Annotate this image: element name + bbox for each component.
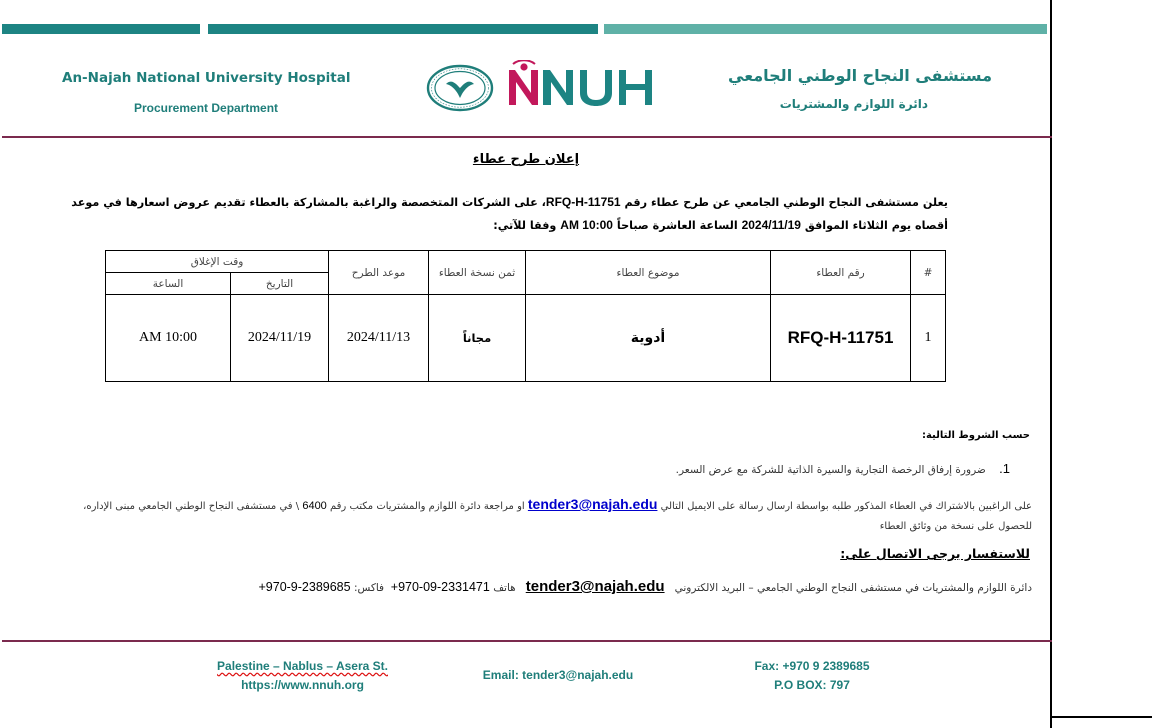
conditions-heading: حسب الشروط التالية: <box>921 430 1030 441</box>
office-number: 6400 <box>302 500 327 512</box>
header-bar-middle <box>208 24 598 34</box>
phone-label: هاتف <box>493 582 516 594</box>
condition-item <box>676 461 1010 476</box>
cell-subject: أدوية <box>526 295 771 382</box>
col-header-tender-no: رقم العطاء <box>771 251 911 295</box>
col-header-index: # <box>911 251 946 295</box>
participation-text-3: \ في مستشفى النجاح الوطني الجامعي مبنى الإداره، للحصول على نسخة من وثائق العطاء <box>83 501 1032 532</box>
footer-address: Palestine – Nablus – Asera St. <box>217 659 388 673</box>
header-divider <box>2 136 1052 138</box>
fax-label: فاكس: <box>353 582 385 594</box>
footer-address-block <box>190 657 415 695</box>
header-bar-right <box>604 24 1047 34</box>
contact-email-link[interactable]: tender3@najah.edu <box>525 578 665 595</box>
intro-text-2: ، على الشركات المتخصصة والراغبة بالمشاركة بالعطاء تقديم عروض اسعارها في موعد أقصاه يوم الثلاثاء الموافق <box>71 196 948 232</box>
footer-email[interactable]: Email: tender3@najah.edu <box>482 668 634 682</box>
nnuh-logo-icon <box>505 60 660 110</box>
page-frame-right <box>1050 0 1052 728</box>
col-header-offer-date: موعد الطرح <box>329 251 429 295</box>
footer-pobox: P.O BOX: 797 <box>774 678 850 692</box>
footer-fax: Fax: +970 9 2389685 <box>754 659 870 673</box>
page-frame-bottom <box>1052 716 1152 718</box>
fax-number: +970-9-2389685 <box>258 580 351 594</box>
hospital-name-ar: مستشفى النجاح الوطني الجامعي <box>728 66 992 85</box>
cell-index: 1 <box>911 295 946 382</box>
intro-deadline-time: AM 10:00 <box>560 218 613 232</box>
cell-closing-date: 2024/11/19 <box>231 295 329 382</box>
phone-number: +970-09-2331471 <box>390 580 490 594</box>
intro-deadline-date: 2024/11/19 <box>741 218 801 232</box>
cell-closing-time: AM 10:00 <box>106 295 231 382</box>
cell-offer-date: 2024/11/13 <box>329 295 429 382</box>
department-name-en: Procurement Department <box>134 101 279 115</box>
participation-paragraph <box>56 494 1032 537</box>
intro-text-1: يعلن مستشفى النجاح الوطني الجامعي عن طرح عطاء رقم <box>624 196 948 209</box>
cell-tender-no: RFQ-H-11751 <box>771 295 911 382</box>
intro-rfq-number: RFQ-H-11751 <box>545 195 621 209</box>
department-name-ar: دائرة اللوازم والمشتريات <box>779 97 928 111</box>
tender-table <box>105 250 946 382</box>
footer-contact-block <box>730 657 894 695</box>
contact-heading: للاستفسار يرجى الاتصال على: <box>840 546 1030 561</box>
announcement-title: إعلان طرح عطاء <box>472 152 580 167</box>
condition-text: ضرورة إرفاق الرخصة التجارية والسيرة الذاتية للشركة مع عرض السعر. <box>675 464 986 476</box>
intro-text-3: الساعة العاشرة صباحاً <box>616 219 738 232</box>
cell-copy-price: مجاناً <box>429 295 526 382</box>
participation-text-1: على الراغبين بالاشتراك في العطاء المذكور طلبه بواسطة ارسال رسالة على الايميل التالي <box>660 501 1032 512</box>
footer-divider <box>2 640 1052 642</box>
footer-website[interactable]: https://www.nnuh.org <box>241 678 364 692</box>
university-seal-icon <box>425 64 495 112</box>
col-header-closing: وقت الإغلاق <box>106 251 329 273</box>
announcement-intro <box>56 191 948 237</box>
table-row <box>106 295 946 382</box>
contact-text: دائرة اللوازم والمشتريات في مستشفى النجاح الوطني الجامعي – البريد الالكتروني <box>674 582 1032 594</box>
participation-text-2: او مراجعة دائرة اللوازم والمشتريات مكتب رقم <box>330 501 525 512</box>
col-header-closing-time: الساعة <box>106 273 231 295</box>
col-header-subject: موضوع العطاء <box>526 251 771 295</box>
intro-text-4: وفقا للآتي: <box>493 219 557 232</box>
col-header-copy-price: ثمن نسخة العطاء <box>429 251 526 295</box>
condition-number: 1. <box>999 461 1010 476</box>
participation-email-link[interactable]: tender3@najah.edu <box>527 496 658 512</box>
col-header-closing-date: التاريخ <box>231 273 329 295</box>
contact-line <box>258 578 1032 595</box>
hospital-name-en: An-Najah National University Hospital <box>62 70 351 86</box>
header-bar-left <box>2 24 200 34</box>
